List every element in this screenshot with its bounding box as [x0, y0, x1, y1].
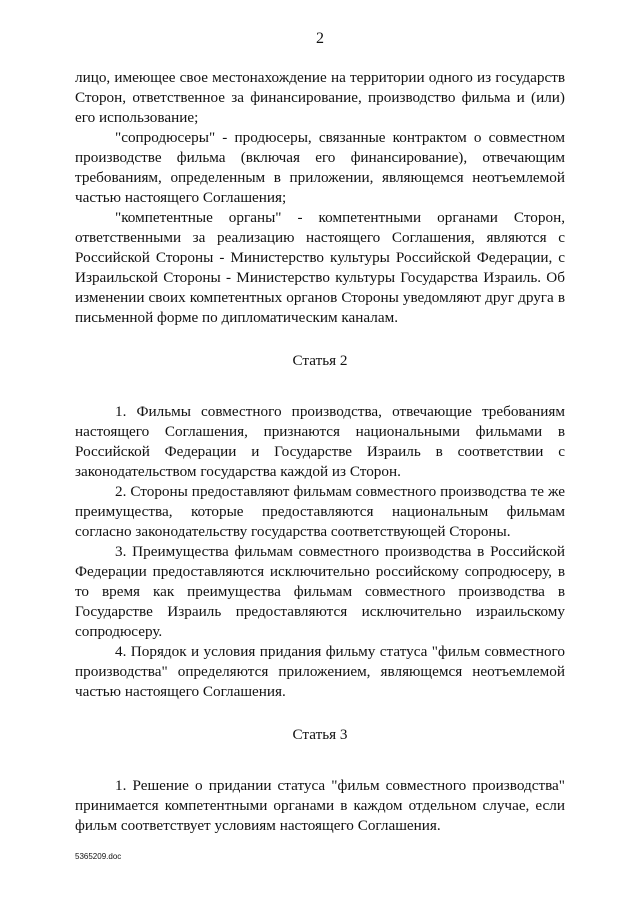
- paragraph: 1. Фильмы совместного производства, отвечающие требованиям настоящего Соглашения, признаются национальными фильмами в Российской Федерации и Государстве Израиль в соответствии с законодательством государства каждой из Сторон.: [75, 403, 565, 480]
- paragraph: 3. Преимущества фильмам совместного производства в Российской Федерации предоставляются исключительно российскому сопродюсеру, в то время как преимущества фильмам совместного производства в Государстве Израиль предоставляются исключительно израильскому сопродюсеру.: [75, 543, 565, 640]
- article-3-title: Статья 3: [292, 726, 348, 743]
- document-body: [75, 68, 565, 836]
- article-2-title: Статья 2: [292, 352, 348, 369]
- paragraph: 2. Стороны предоставляют фильмам совместного производства те же преимущества, которые предоставляются национальным фильмам согласно законодательству государства соответствующей Стороны.: [75, 483, 565, 540]
- paragraph: "сопродюсеры" - продюсеры, связанные контрактом о совместном производстве фильма (включая его финансирование), отвечающим требованиям, определенным в приложении, являющемся неотъемлемой частью настоящего Соглашения;: [75, 129, 565, 206]
- paragraph: 4. Порядок и условия придания фильму статуса "фильм совместного производства" определяются приложением, являющемся неотъемлемой частью настоящего Соглашения.: [75, 643, 565, 700]
- paragraph: лицо, имеющее свое местонахождение на территории одного из государств Сторон, ответственное за финансирование, производство фильма и (или) его использование;: [75, 69, 565, 126]
- paragraph: "компетентные органы" - компетентными органами Сторон, ответственными за реализацию настоящего Соглашения, являются с Российской Стороны - Министерство культуры Российской Федерации, с Израильской Стороны - Министерство культуры Государства Израиль. Об изменении своих компетентных органов Стороны уведомляют друг друга в письменной форме по дипломатическим каналам.: [75, 209, 565, 326]
- page-number: 2: [316, 30, 324, 47]
- footer-doc-reference: 5365209.doc: [75, 852, 122, 861]
- paragraph: 1. Решение о придании статуса "фильм совместного производства" принимается компетентными органами в каждом отдельном случае, если фильм соответствует условиям настоящего Соглашения.: [75, 777, 565, 834]
